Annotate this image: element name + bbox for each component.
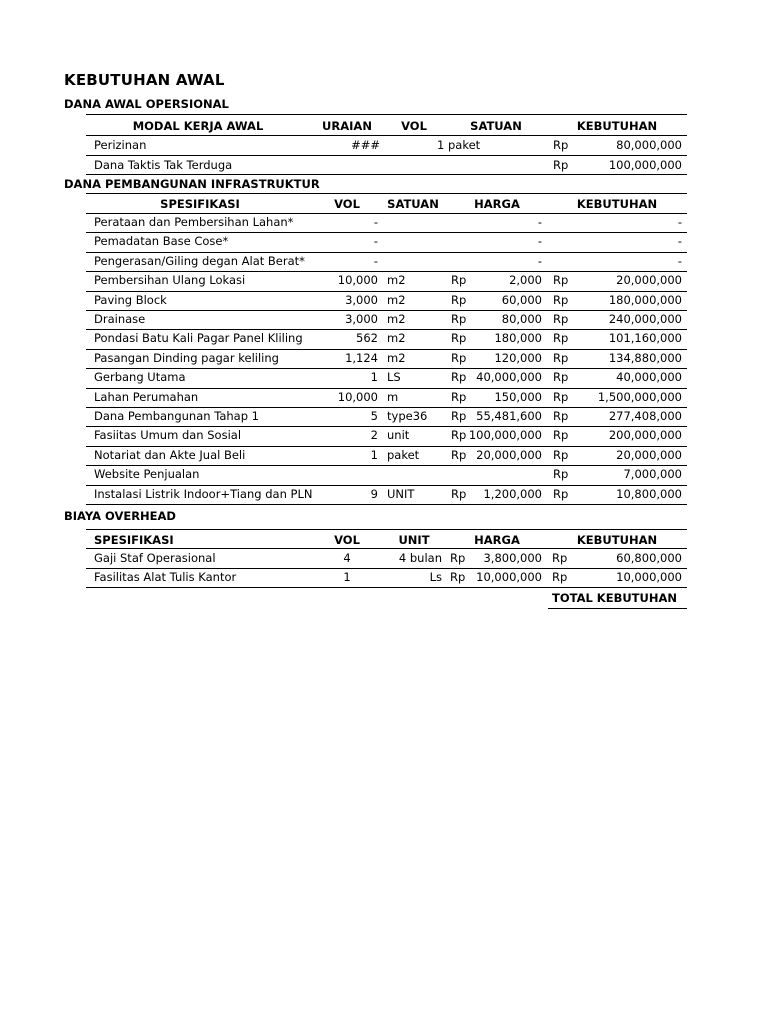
currency-label: Rp — [552, 570, 568, 584]
currency-label: Rp — [552, 551, 568, 565]
vol-cell: 2 — [370, 428, 378, 442]
table-row — [0, 368, 768, 387]
vol-cell: 9 — [370, 487, 378, 501]
satuan-cell: paket — [387, 448, 420, 462]
row-label: Drainase — [94, 312, 146, 326]
harga-cell: 100,000,000 — [468, 428, 542, 442]
kebutuhan-cell: 100,000,000 — [608, 158, 682, 172]
kebutuhan-cell: - — [677, 215, 682, 229]
harga-cell: 2,000 — [509, 273, 542, 287]
kebutuhan-cell: 10,800,000 — [616, 487, 682, 501]
satuan-cell: UNIT — [387, 487, 415, 501]
column-header: HARGA — [474, 197, 520, 211]
vol-cell: 3,000 — [345, 312, 378, 326]
satuan-cell: unit — [387, 428, 410, 442]
vol-cell: 1 paket — [437, 138, 481, 152]
row-label: Lahan Perumahan — [94, 390, 199, 404]
currency-label: Rp — [451, 331, 467, 345]
vol-cell: 10,000 — [337, 273, 378, 287]
vol-cell: - — [373, 215, 378, 229]
currency-label: Rp — [553, 331, 569, 345]
row-label: Paving Block — [94, 293, 167, 307]
row-label: Fasiitas Umum dan Sosial — [94, 428, 242, 442]
table-row — [0, 291, 768, 310]
currency-label: Rp — [450, 551, 466, 565]
kebutuhan-cell: 40,000,000 — [616, 370, 682, 384]
total-kebutuhan-label: TOTAL KEBUTUHAN — [552, 591, 678, 605]
table-rule — [86, 504, 687, 505]
harga-cell: 80,000 — [501, 312, 542, 326]
currency-label: Rp — [553, 487, 569, 501]
vol-cell: - — [373, 254, 378, 268]
table-row — [0, 446, 768, 465]
harga-cell: 20,000,000 — [476, 448, 542, 462]
harga-cell: 3,800,000 — [483, 551, 542, 565]
harga-cell: 55,481,600 — [476, 409, 542, 423]
currency-label: Rp — [451, 390, 467, 404]
currency-label: Rp — [451, 487, 467, 501]
kebutuhan-cell: 200,000,000 — [608, 428, 682, 442]
harga-cell: 120,000 — [494, 351, 542, 365]
row-label: Website Penjualan — [94, 467, 200, 481]
currency-label: Rp — [553, 467, 569, 481]
row-label: Gerbang Utama — [94, 370, 186, 384]
uraian-cell: ### — [351, 138, 380, 152]
vol-cell: 4 — [343, 551, 351, 565]
column-header: SATUAN — [470, 119, 522, 133]
currency-label: Rp — [451, 409, 467, 423]
row-label: Notariat dan Akte Jual Beli — [94, 448, 246, 462]
currency-label: Rp — [553, 273, 569, 287]
table-row — [0, 407, 768, 426]
kebutuhan-cell: 1,500,000,000 — [597, 390, 682, 404]
currency-label: Rp — [553, 351, 569, 365]
page-title: KEBUTUHAN AWAL — [64, 71, 225, 89]
row-label: Pembersihan Ulang Lokasi — [94, 273, 246, 287]
currency-label: Rp — [553, 428, 569, 442]
unit-cell: Ls — [429, 570, 442, 584]
harga-cell: 40,000,000 — [476, 370, 542, 384]
section-heading-overhead: BIAYA OVERHEAD — [64, 509, 176, 523]
currency-label: Rp — [451, 273, 467, 287]
kebutuhan-cell: 60,800,000 — [616, 551, 682, 565]
column-header: UNIT — [398, 533, 430, 547]
unit-cell: 4 bulan — [398, 551, 442, 565]
table-header-pembangunan — [0, 194, 768, 213]
kebutuhan-cell: 277,408,000 — [608, 409, 682, 423]
kebutuhan-cell: 180,000,000 — [608, 293, 682, 307]
row-label: Gaji Staf Operasional — [94, 551, 216, 565]
table-row — [0, 568, 768, 587]
column-header: KEBUTUHAN — [576, 119, 658, 133]
currency-label: Rp — [553, 448, 569, 462]
column-header: VOL — [334, 197, 360, 211]
harga-cell: 180,000 — [494, 331, 542, 345]
row-label: Perizinan — [94, 138, 147, 152]
table-row — [0, 485, 768, 504]
row-label: Pengerasan/Giling degan Alat Berat* — [94, 254, 305, 268]
satuan-cell: m2 — [387, 331, 406, 345]
table-header-overhead — [0, 530, 768, 549]
kebutuhan-cell: 240,000,000 — [608, 312, 682, 326]
vol-cell: 562 — [356, 331, 378, 345]
row-label: Dana Pembangunan Tahap 1 — [94, 409, 259, 423]
table-row — [0, 156, 768, 175]
table-header-modal-kerja — [0, 116, 768, 135]
table-row — [0, 465, 768, 484]
satuan-cell: m2 — [387, 351, 406, 365]
table-rule — [86, 174, 687, 175]
harga-cell: - — [537, 234, 542, 248]
column-header: KEBUTUHAN — [576, 197, 658, 211]
kebutuhan-cell: 101,160,000 — [608, 331, 682, 345]
column-header: VOL — [401, 119, 427, 133]
vol-cell: 3,000 — [345, 293, 378, 307]
currency-label: Rp — [553, 312, 569, 326]
table-row — [0, 252, 768, 271]
kebutuhan-cell: 80,000,000 — [616, 138, 682, 152]
currency-label: Rp — [553, 138, 569, 152]
table-row — [0, 136, 768, 155]
section-heading-dana-awal: DANA AWAL OPERSIONAL — [64, 97, 229, 111]
currency-label: Rp — [553, 158, 569, 172]
row-label: Pasangan Dinding pagar keliling — [94, 351, 279, 365]
column-header: SPESIFIKASI — [94, 533, 174, 547]
table-row — [0, 549, 768, 568]
kebutuhan-cell: 20,000,000 — [616, 448, 682, 462]
kebutuhan-cell: 7,000,000 — [623, 467, 682, 481]
satuan-cell: type36 — [387, 409, 428, 423]
harga-cell: 60,000 — [501, 293, 542, 307]
row-label: Pondasi Batu Kali Pagar Panel Kliling — [94, 331, 303, 345]
satuan-cell: LS — [387, 370, 401, 384]
table-rule — [86, 587, 687, 588]
vol-cell: 1 — [343, 570, 351, 584]
table-row — [0, 329, 768, 348]
currency-label: Rp — [451, 351, 467, 365]
column-header: MODAL KERJA AWAL — [132, 119, 264, 133]
currency-label: Rp — [451, 428, 467, 442]
currency-label: Rp — [451, 312, 467, 326]
vol-cell: 1 — [370, 370, 378, 384]
column-header: HARGA — [474, 533, 520, 547]
currency-label: Rp — [553, 390, 569, 404]
currency-label: Rp — [451, 293, 467, 307]
column-header: SATUAN — [387, 197, 439, 211]
kebutuhan-cell: 20,000,000 — [616, 273, 682, 287]
currency-label: Rp — [553, 293, 569, 307]
currency-label: Rp — [451, 370, 467, 384]
column-header: URAIAN — [322, 119, 372, 133]
currency-label: Rp — [553, 409, 569, 423]
column-header: KEBUTUHAN — [576, 533, 658, 547]
table-row — [0, 213, 768, 232]
harga-cell: 10,000,000 — [476, 570, 542, 584]
column-header: VOL — [334, 533, 360, 547]
row-label: Perataan dan Pembersihan Lahan* — [94, 215, 294, 229]
column-header: SPESIFIKASI — [160, 197, 240, 211]
table-row — [0, 310, 768, 329]
satuan-cell: m2 — [387, 293, 406, 307]
harga-cell: 1,200,000 — [483, 487, 542, 501]
vol-cell: 10,000 — [337, 390, 378, 404]
vol-cell: 1 — [370, 448, 378, 462]
table-rule — [86, 114, 687, 115]
total-rule — [548, 608, 687, 609]
vol-cell: 1,124 — [345, 351, 378, 365]
vol-cell: 5 — [370, 409, 378, 423]
kebutuhan-cell: 134,880,000 — [608, 351, 682, 365]
row-label: Pemadatan Base Cose* — [94, 234, 229, 248]
satuan-cell: m2 — [387, 273, 406, 287]
table-row — [0, 426, 768, 445]
table-row — [0, 232, 768, 251]
satuan-cell: m — [387, 390, 399, 404]
vol-cell: - — [373, 234, 378, 248]
table-row — [0, 388, 768, 407]
harga-cell: 150,000 — [494, 390, 542, 404]
row-label: Instalasi Listrik Indoor+Tiang dan PLN — [94, 487, 313, 501]
harga-cell: - — [537, 254, 542, 268]
table-row — [0, 271, 768, 290]
currency-label: Rp — [451, 448, 467, 462]
kebutuhan-cell: - — [677, 234, 682, 248]
currency-label: Rp — [450, 570, 466, 584]
satuan-cell: m2 — [387, 312, 406, 326]
section-heading-pembangunan: DANA PEMBANGUNAN INFRASTRUKTUR — [64, 177, 320, 191]
kebutuhan-cell: 10,000,000 — [616, 570, 682, 584]
currency-label: Rp — [553, 370, 569, 384]
table-row — [0, 349, 768, 368]
kebutuhan-cell: - — [677, 254, 682, 268]
row-label: Fasilitas Alat Tulis Kantor — [94, 570, 237, 584]
harga-cell: - — [537, 215, 542, 229]
row-label: Dana Taktis Tak Terduga — [94, 158, 233, 172]
